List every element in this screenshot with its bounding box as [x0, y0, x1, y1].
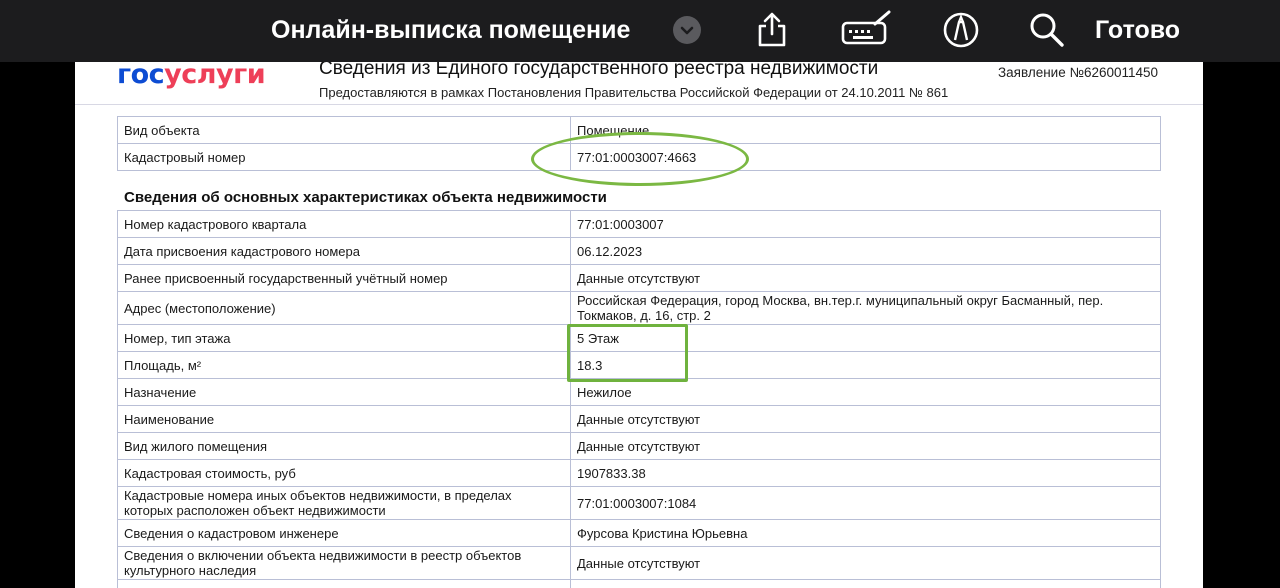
- row-label: Сведения о включении объекта недвижимости в реестр объектов культурного наследия: [118, 547, 571, 580]
- row-label: Дата присвоения кадастрового номера: [118, 238, 571, 265]
- row-label: Вид жилого помещения: [118, 433, 571, 460]
- row-label: Наименование: [118, 406, 571, 433]
- row-value: Данные отсутствуют: [571, 265, 1161, 292]
- table-row: [118, 379, 1161, 406]
- table-row: [118, 433, 1161, 460]
- keyboard-icon[interactable]: [841, 10, 893, 50]
- row-label: Кадастровые номера иных объектов недвижимости, в пределах которых расположен объект недвижимости: [118, 487, 571, 520]
- share-icon[interactable]: [752, 10, 792, 50]
- logo-part-1: гос: [117, 62, 165, 90]
- row-value: 77:01:0003007:1084: [571, 487, 1161, 520]
- page-subtitle: Предоставляются в рамках Постановления Правительства Российской Федерации от 24.10.2011 № 861: [319, 85, 949, 100]
- document-title: Онлайн-выписка помещение: [271, 16, 631, 44]
- row-label: Ранее присвоенный государственный учётный номер: [118, 265, 571, 292]
- cadastral-number-highlight: [531, 132, 749, 186]
- gosuslugi-logo: [117, 62, 265, 90]
- row-value: Помещение: [571, 117, 1161, 144]
- row-label: Сведения о кадастровом инженере: [118, 520, 571, 547]
- row-value: Нежилое: [571, 379, 1161, 406]
- row-value: [571, 580, 1161, 588]
- row-label: [118, 580, 571, 588]
- chevron-down-icon[interactable]: [673, 16, 701, 44]
- logo-part-2: услуги: [164, 62, 266, 90]
- table-row: [118, 460, 1161, 487]
- table-row: [118, 292, 1161, 325]
- table-row: [118, 211, 1161, 238]
- application-number: Заявление №6260011450: [998, 65, 1159, 80]
- table-row: [118, 265, 1161, 292]
- cadastral-number-value: 77:01:0003007:4663: [571, 144, 1161, 171]
- row-label: Вид объекта: [118, 117, 571, 144]
- top-bar: [0, 0, 1280, 62]
- characteristics-table: [117, 210, 1161, 588]
- table-row: [118, 238, 1161, 265]
- row-label: Номер кадастрового квартала: [118, 211, 571, 238]
- row-label: Площадь, м²: [118, 352, 571, 379]
- table-row: [118, 406, 1161, 433]
- search-icon[interactable]: [1027, 10, 1067, 50]
- row-value: Фурсова Кристина Юрьевна: [571, 520, 1161, 547]
- done-button[interactable]: Готово: [1095, 16, 1181, 44]
- page-title: Сведения из Единого государственного реестра недвижимости: [319, 62, 879, 79]
- row-label: Назначение: [118, 379, 571, 406]
- markup-icon[interactable]: [941, 10, 981, 50]
- table-row: [118, 520, 1161, 547]
- row-value: 77:01:0003007: [571, 211, 1161, 238]
- row-value: 06.12.2023: [571, 238, 1161, 265]
- row-value: Данные отсутствуют: [571, 547, 1161, 580]
- row-label: Кадастровый номер: [118, 144, 571, 171]
- floor-area-highlight: [567, 324, 688, 382]
- row-label: Адрес (местоположение): [118, 292, 571, 325]
- table-row: [118, 580, 1161, 588]
- row-value: 18.3: [571, 352, 1161, 379]
- row-value: Российская Федерация, город Москва, вн.тер.г. муниципальный округ Басманный, пер. Токмаков, д. 16, стр. 2: [571, 292, 1161, 325]
- document-page: [75, 62, 1203, 588]
- row-value: Данные отсутствуют: [571, 406, 1161, 433]
- table-row: [118, 547, 1161, 580]
- row-value: Данные отсутствуют: [571, 433, 1161, 460]
- row-label: Кадастровая стоимость, руб: [118, 460, 571, 487]
- row-value: 5 Этаж: [571, 325, 1161, 352]
- row-value: 1907833.38: [571, 460, 1161, 487]
- header-divider: [75, 104, 1203, 105]
- row-label: Номер, тип этажа: [118, 325, 571, 352]
- section-title: Сведения об основных характеристиках объекта недвижимости: [124, 189, 607, 206]
- table-row: [118, 487, 1161, 520]
